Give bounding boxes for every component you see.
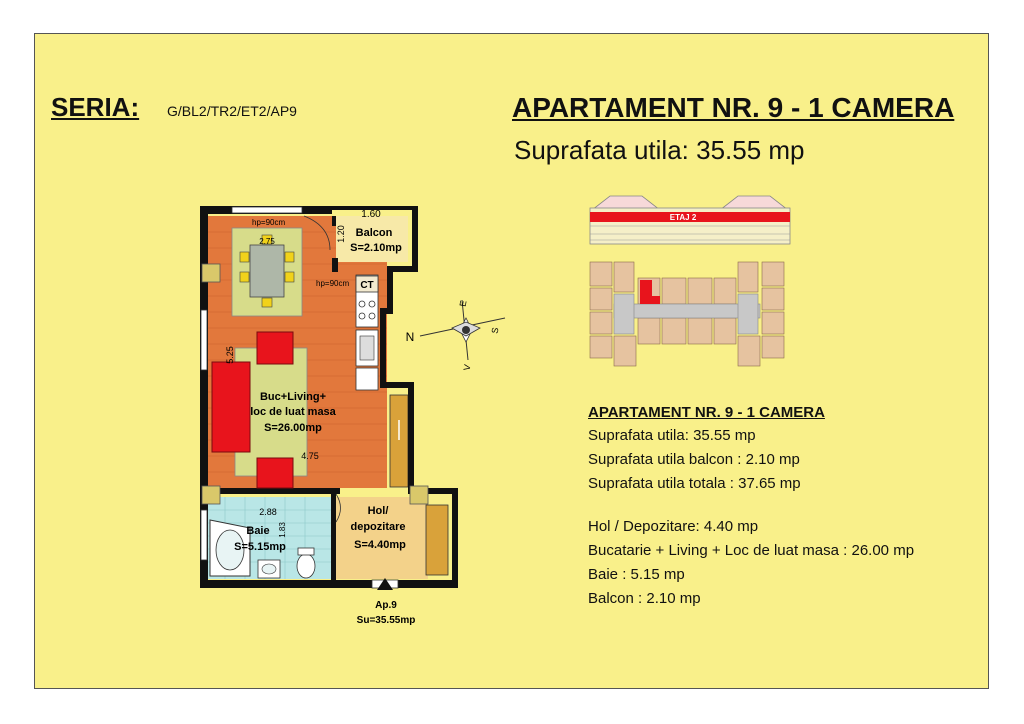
room-living-line1: Buc+Living+ (259, 391, 327, 403)
compass-v: V (461, 363, 473, 372)
dim-balcon-height: 1.20 (336, 225, 346, 243)
dim-baie-width: 2.88 (259, 507, 277, 517)
info-suprafata-totala: Suprafata utila totala : 37.65 mp (588, 475, 801, 492)
compass-rose (406, 300, 505, 372)
room-balcon-name: Balcon (355, 227, 393, 239)
info-title: APARTAMENT NR. 9 - 1 CAMERA (588, 404, 825, 421)
info-hol: Hol / Depozitare: 4.40 mp (588, 518, 759, 535)
armchair (257, 332, 293, 364)
apartment-title: APARTAMENT NR. 9 - 1 CAMERA (512, 92, 955, 123)
info-baie: Baie : 5.15 mp (588, 566, 685, 583)
dining-table (250, 245, 284, 297)
room-living-area: S=26.00mp (264, 422, 322, 434)
kitchen-stove (356, 368, 378, 390)
column (202, 264, 220, 282)
key-elevation (590, 196, 790, 244)
floor-label: ETAJ 2 (669, 213, 697, 222)
sofa (212, 362, 250, 452)
column (410, 486, 428, 504)
dim-baie-height: 1.83 (278, 522, 287, 538)
dim-hp-mid: hp=90cm (316, 279, 350, 288)
entrance-area: Su=35.55mp (356, 615, 416, 626)
dim-hp-top: hp=90cm (252, 218, 286, 227)
window (201, 510, 207, 560)
living-wardrobe (390, 395, 408, 487)
info-living: Bucatarie + Living + Loc de luat masa : 26.00 mp (588, 542, 915, 559)
seria-code: G/BL2/TR2/ET2/AP9 (167, 103, 297, 119)
room-balcon-area: S=2.10mp (350, 242, 402, 254)
hall-wardrobe (426, 505, 448, 575)
balcony-floor (336, 216, 408, 262)
dim-dining: 2.75 (259, 237, 275, 246)
armchair (257, 458, 293, 488)
info-suprafata-balcon: Suprafata utila balcon : 2.10 mp (588, 451, 800, 468)
room-living-line2: loc de luat masa (250, 406, 336, 418)
key-floor-plan (590, 262, 784, 366)
room-hol-area: S=4.40mp (354, 539, 406, 551)
room-hol-line2: depozitare (350, 521, 406, 533)
column (202, 486, 220, 504)
seria-label: SERIA: (51, 92, 140, 122)
compass-s: S (489, 326, 501, 335)
compass-n: N (405, 330, 415, 344)
info-balcon: Balcon : 2.10 mp (588, 590, 701, 607)
entrance-label: Ap.9 (375, 600, 397, 611)
compass-e: E (457, 299, 469, 308)
dim-living-height: 5.25 (225, 346, 235, 364)
window (232, 207, 302, 213)
room-baie-area: S=5.15mp (234, 541, 286, 553)
apartment-subtitle: Suprafata utila: 35.55 mp (514, 135, 805, 165)
room-baie-name: Baie (246, 525, 270, 537)
dim-balcon-width: 1.60 (361, 209, 381, 220)
room-hol-line1: Hol/ (367, 505, 389, 517)
toilet (297, 554, 315, 578)
label-ct: CT (360, 280, 374, 291)
dim-living-width: 4.75 (301, 451, 319, 461)
window (201, 310, 207, 370)
info-suprafata-utila: Suprafata utila: 35.55 mp (588, 427, 756, 444)
